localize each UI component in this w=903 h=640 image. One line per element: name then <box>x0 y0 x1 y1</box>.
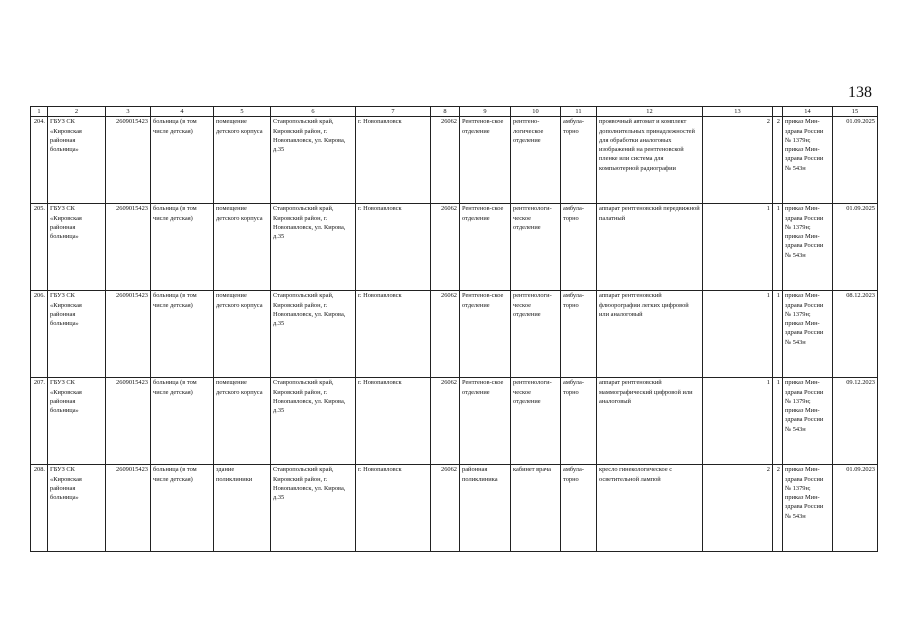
care-mode-cell: амбула-торно <box>561 465 597 552</box>
premises-cell: помещение детского корпуса <box>214 378 271 465</box>
column-number-2: 2 <box>48 107 106 117</box>
column-number-3: 3 <box>106 107 151 117</box>
column-number-14 <box>773 107 783 117</box>
deadline-date-cell: 08.12.2023 <box>833 291 878 378</box>
table-row <box>31 378 878 465</box>
premises-cell: помещение детского корпуса <box>214 291 271 378</box>
care-mode-cell: амбула-торно <box>561 117 597 204</box>
address-cell: Ставропольский край, Кировский район, г. Новопавловск, ул. Кирова, д.35 <box>271 204 356 291</box>
organization-name-cell: ГБУЗ СК «Кировская районная больница» <box>48 291 106 378</box>
row-number-cell: 206. <box>31 291 48 378</box>
inn-code-cell: 2609015423 <box>106 378 151 465</box>
regulation-order-cell: приказ Мин-здрава России № 1379н; приказ Мин-здрава России № 543н <box>783 378 833 465</box>
column-number-4: 4 <box>151 107 214 117</box>
deadline-date-cell: 09.12.2023 <box>833 378 878 465</box>
row-number-cell: 207. <box>31 378 48 465</box>
column-number-13: 13 <box>703 107 773 117</box>
address-cell: Ставропольский край, Кировский район, г. Новопавловск, ул. Кирова, д.35 <box>271 117 356 204</box>
column-number-9: 9 <box>460 107 511 117</box>
equipment-name-cell: аппарат рентгеновский маммографический цифровой или аналоговый <box>597 378 703 465</box>
regulation-order-cell: приказ Мин-здрава России № 1379н; приказ Мин-здрава России № 543н <box>783 117 833 204</box>
available-quantity-cell: 2 <box>773 465 783 552</box>
deadline-date-cell: 01.09.2025 <box>833 204 878 291</box>
required-quantity-cell: 2 <box>703 117 773 204</box>
column-number-1: 1 <box>31 107 48 117</box>
address-cell: Ставропольский край, Кировский район, г. Новопавловск, ул. Кирова, д.35 <box>271 378 356 465</box>
organization-name-cell: ГБУЗ СК «Кировская районная больница» <box>48 465 106 552</box>
unit-cell: рентгенологи-ческое отделение <box>511 378 561 465</box>
facility-type-cell: больница (в том числе детская) <box>151 291 214 378</box>
unit-cell: рентгено-логическое отделение <box>511 117 561 204</box>
facility-type-cell: больница (в том числе детская) <box>151 465 214 552</box>
premises-cell: здание поликлиники <box>214 465 271 552</box>
facility-type-cell: больница (в том числе детская) <box>151 117 214 204</box>
column-number-16: 15 <box>833 107 878 117</box>
premises-cell: помещение детского корпуса <box>214 117 271 204</box>
regulation-order-cell: приказ Мин-здрава России № 1379н; приказ Мин-здрава России № 543н <box>783 204 833 291</box>
regulation-order-cell: приказ Мин-здрава России № 1379н; приказ Мин-здрава России № 543н <box>783 291 833 378</box>
inn-code-cell: 2609015423 <box>106 291 151 378</box>
table-row <box>31 465 878 552</box>
regulation-order-cell: приказ Мин-здрава России № 1379н; приказ Мин-здрава России № 543н <box>783 465 833 552</box>
department-cell: Рентгенов-ское отделение <box>460 378 511 465</box>
okato-code-cell: 26062 <box>431 465 460 552</box>
column-number-15: 14 <box>783 107 833 117</box>
okato-code-cell: 26062 <box>431 117 460 204</box>
equipment-name-cell: кресло гинекологическое с осветительной лампой <box>597 465 703 552</box>
locality-cell: г. Новопавловск <box>356 204 431 291</box>
column-number-5: 5 <box>214 107 271 117</box>
required-quantity-cell: 1 <box>703 378 773 465</box>
table-row <box>31 291 878 378</box>
column-number-11: 11 <box>561 107 597 117</box>
available-quantity-cell: 1 <box>773 291 783 378</box>
column-number-6: 6 <box>271 107 356 117</box>
row-number-cell: 204. <box>31 117 48 204</box>
department-cell: районная поликлиника <box>460 465 511 552</box>
deadline-date-cell: 01.09.2025 <box>833 117 878 204</box>
organization-name-cell: ГБУЗ СК «Кировская районная больница» <box>48 117 106 204</box>
department-cell: Рентгенов-ское отделение <box>460 117 511 204</box>
department-cell: Рентгенов-ское отделение <box>460 291 511 378</box>
organization-name-cell: ГБУЗ СК «Кировская районная больница» <box>48 204 106 291</box>
column-number-8: 8 <box>431 107 460 117</box>
table-row <box>31 204 878 291</box>
department-cell: Рентгенов-ское отделение <box>460 204 511 291</box>
deadline-date-cell: 01.09.2023 <box>833 465 878 552</box>
care-mode-cell: амбула-торно <box>561 204 597 291</box>
column-number-12: 12 <box>597 107 703 117</box>
column-number-10: 10 <box>511 107 561 117</box>
registry-table <box>30 106 878 552</box>
required-quantity-cell: 2 <box>703 465 773 552</box>
inn-code-cell: 2609015423 <box>106 465 151 552</box>
locality-cell: г. Новопавловск <box>356 465 431 552</box>
page-number: 138 <box>848 84 872 101</box>
facility-type-cell: больница (в том числе детская) <box>151 378 214 465</box>
header-row <box>31 107 878 117</box>
okato-code-cell: 26062 <box>431 204 460 291</box>
unit-cell: рентгенологи-ческое отделение <box>511 204 561 291</box>
organization-name-cell: ГБУЗ СК «Кировская районная больница» <box>48 378 106 465</box>
available-quantity-cell: 2 <box>773 117 783 204</box>
row-number-cell: 208. <box>31 465 48 552</box>
okato-code-cell: 26062 <box>431 291 460 378</box>
available-quantity-cell: 1 <box>773 204 783 291</box>
locality-cell: г. Новопавловск <box>356 378 431 465</box>
inn-code-cell: 2609015423 <box>106 117 151 204</box>
premises-cell: помещение детского корпуса <box>214 204 271 291</box>
row-number-cell: 205. <box>31 204 48 291</box>
available-quantity-cell: 1 <box>773 378 783 465</box>
locality-cell: г. Новопавловск <box>356 117 431 204</box>
equipment-name-cell: аппарат рентгеновский передвижной палатный <box>597 204 703 291</box>
address-cell: Ставропольский край, Кировский район, г. Новопавловск, ул. Кирова, д.35 <box>271 291 356 378</box>
inn-code-cell: 2609015423 <box>106 204 151 291</box>
care-mode-cell: амбула-торно <box>561 291 597 378</box>
address-cell: Ставропольский край, Кировский район, г. Новопавловск, ул. Кирова, д.35 <box>271 465 356 552</box>
required-quantity-cell: 1 <box>703 291 773 378</box>
column-number-7: 7 <box>356 107 431 117</box>
equipment-name-cell: аппарат рентгеновский флюорографии легких цифровой или аналоговый <box>597 291 703 378</box>
unit-cell: рентгенологи-ческое отделение <box>511 291 561 378</box>
table-row <box>31 117 878 204</box>
okato-code-cell: 26062 <box>431 378 460 465</box>
equipment-name-cell: проявочный автомат и комплект дополнительных принадлежностей для обработки аналоговых изображений на рентгеновской пленке или система для компьютерной радиографии <box>597 117 703 204</box>
facility-type-cell: больница (в том числе детская) <box>151 204 214 291</box>
locality-cell: г. Новопавловск <box>356 291 431 378</box>
care-mode-cell: амбула-торно <box>561 378 597 465</box>
unit-cell: кабинет врача <box>511 465 561 552</box>
required-quantity-cell: 1 <box>703 204 773 291</box>
